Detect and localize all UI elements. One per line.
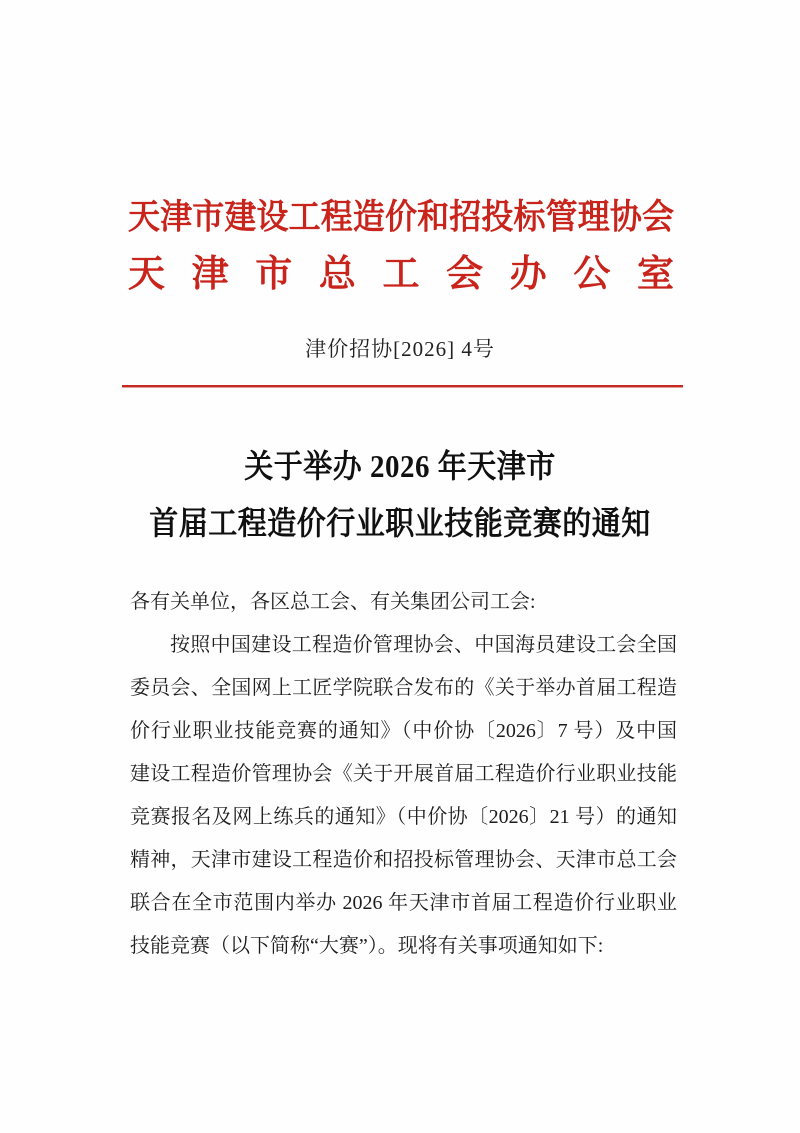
body-line: 价行业职业技能竞赛的通知》（中价协〔2026〕7 号）及中国: [130, 720, 677, 742]
issuer-name-line-1: 天津市建设工程造价和招投标管理协会: [128, 197, 674, 237]
body-line-last: 技能竞赛（以下简称“大赛”）。现将有关事项通知如下:: [130, 935, 604, 957]
notice-title-line-2: 首届工程造价行业职业技能竞赛的通知: [149, 506, 651, 542]
salutation-line: 各有关单位，各区总工会、有关集团公司工会:: [130, 591, 536, 613]
document-number: 津价招协[2026] 4号: [305, 337, 495, 361]
notice-body: [130, 581, 677, 968]
body-line: 联合在全市范围内举办 2026 年天津市首届工程造价行业职业: [130, 892, 677, 914]
issuer-name-line-2: 天津市总工会办公室: [128, 254, 674, 295]
letterhead-divider-rule: [122, 385, 683, 387]
body-line: 竞赛报名及网上练兵的通知》（中价协〔2026〕21 号）的通知: [130, 806, 677, 828]
body-line: 委员会、全国网上工匠学院联合发布的《关于举办首届工程造: [130, 677, 677, 699]
body-line: 建设工程造价管理协会《关于开展首届工程造价行业职业技能: [130, 763, 677, 785]
notice-title-line-1: 关于举办 2026 年天津市: [244, 449, 556, 485]
body-line: 按照中国建设工程造价管理协会、中国海员建设工会全国: [170, 634, 677, 656]
body-line: 精神，天津市建设工程造价和招投标管理协会、天津市总工会: [130, 849, 677, 871]
